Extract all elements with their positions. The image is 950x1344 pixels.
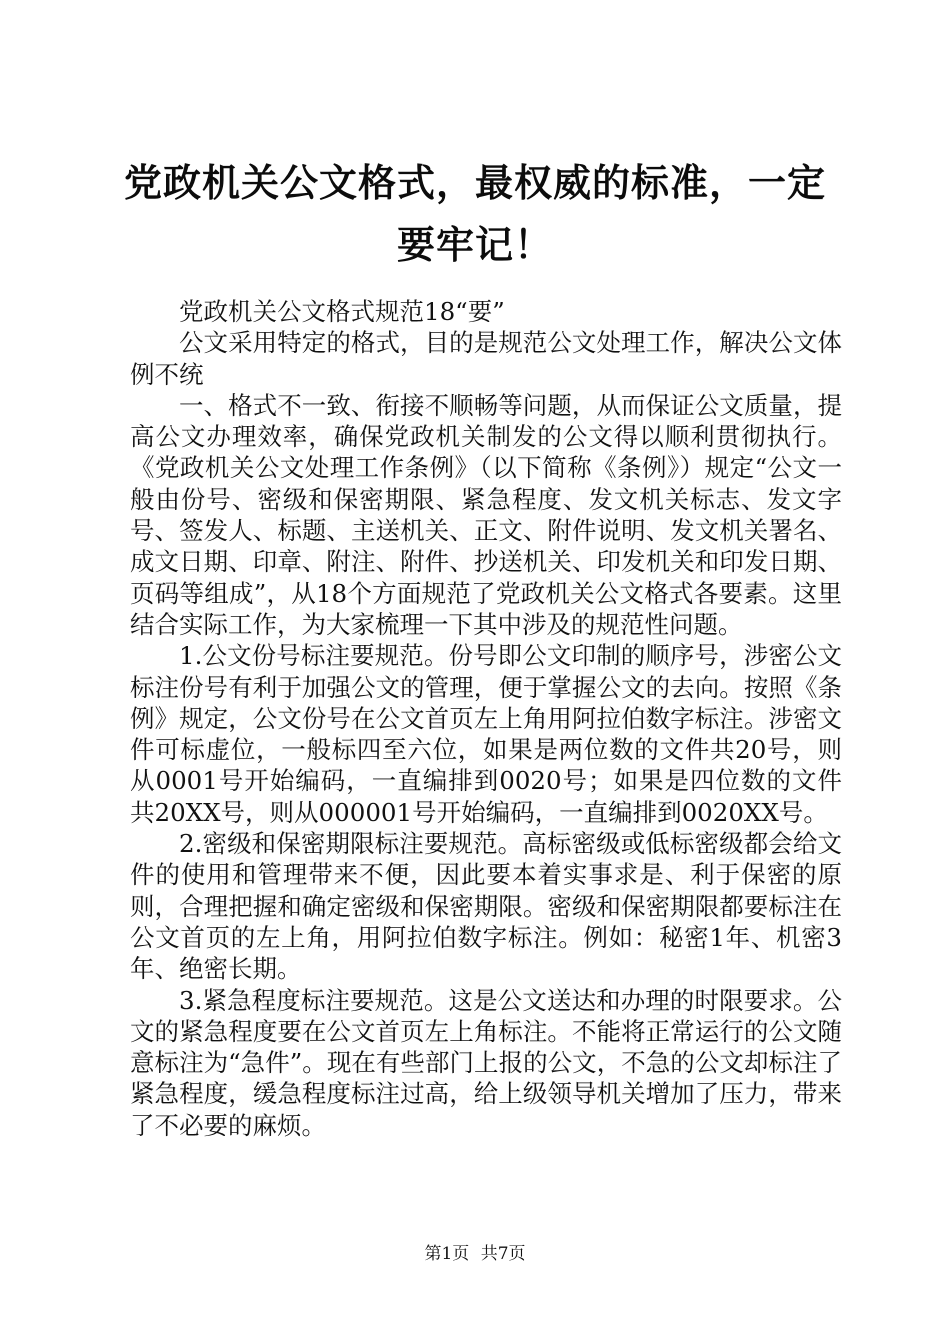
paragraph-item-2: 2.密级和保密期限标注要规范。高标密级或低标密级都会给文件的使用和管理带来不便，因此要本着实事求是、利于保密的原则，合理把握和确定密级和保密期限。密级和保密期限都要标注在公文首页的左上角，用阿拉伯数字标注。例如：秘密1年、机密3年、绝密长期。 (130, 829, 842, 984)
page-footer (0, 1242, 950, 1266)
total-page-count: 共7页 (480, 1244, 526, 1264)
current-page-number: 第1页 (424, 1244, 470, 1264)
document-body (130, 296, 842, 1141)
paragraph-heading: 党政机关公文格式规范18“要” (179, 297, 505, 326)
paragraph-intro: 公文采用特定的格式，目的是规范公文处理工作，解决公文体例不统 (130, 328, 842, 389)
paragraph-item-1: 1.公文份号标注要规范。份号即公文印制的顺序号，涉密公文标注份号有利于加强公文的管理，便于掌握公文的去向。按照《条例》规定，公文份号在公文首页左上角用阿拉伯数字标注。涉密文件可标虚位，一般标四至六位，如果是两位数的文件共20号，则从0001号开始编码，一直编排到0020号；如果是四位数的文件共20XX号，则从000001号开始编码，一直编排到0020XX号。 (130, 641, 842, 827)
document-title: 党政机关公文格式，最权威的标准，一定要牢记！ (123, 161, 826, 267)
paragraph-item-3: 3.紧急程度标注要规范。这是公文送达和办理的时限要求。公文的紧急程度要在公文首页左上角标注。不能将正常运行的公文随意标注为“急件”。现在有些部门上报的公文，不急的公文却标注了紧急程度，缓急程度标注过高，给上级领导机关增加了压力，带来了不必要的麻烦。 (130, 985, 842, 1140)
paragraph-section-1: 一、格式不一致、衔接不顺畅等问题，从而保证公文质量，提高公文办理效率，确保党政机关制发的公文得以顺利贯彻执行。《党政机关公文处理工作条例》（以下简称《条例》）规定“公文一般由份号、密级和保密期限、紧急程度、发文机关标志、发文字号、签发人、标题、主送机关、正文、附件说明、发文机关署名、成文日期、印章、附注、附件、抄送机关、印发机关和印发日期、页码等组成”，从18个方面规范了党政机关公文格式各要素。这里结合实际工作，为大家梳理一下其中涉及的规范性问题。 (130, 390, 842, 639)
